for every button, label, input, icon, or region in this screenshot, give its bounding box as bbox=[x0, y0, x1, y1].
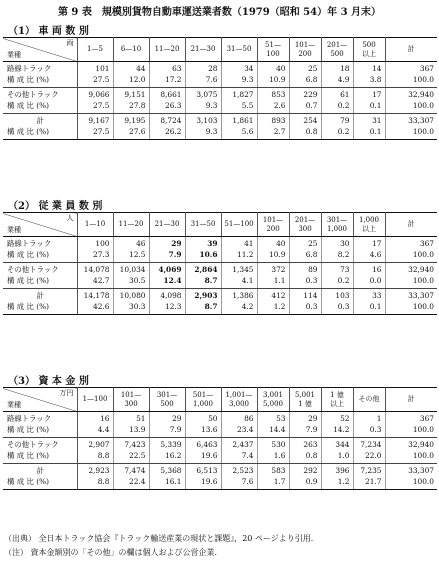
data-cell: 2,923 bbox=[77, 464, 113, 477]
column-header: 21—30 bbox=[185, 38, 221, 62]
data-cell: 100.0 bbox=[385, 425, 437, 438]
data-cell: 30.5 bbox=[113, 276, 149, 289]
data-cell: 29 bbox=[149, 237, 185, 250]
row-label: その他トラック bbox=[3, 88, 77, 101]
data-cell: 50 bbox=[185, 412, 221, 425]
row-label: 路線トラック bbox=[3, 62, 77, 75]
data-cell: 0.9 bbox=[289, 477, 321, 490]
data-cell: 25 bbox=[289, 237, 321, 250]
data-cell: 0.8 bbox=[289, 127, 321, 140]
data-cell: 14,178 bbox=[77, 289, 113, 302]
data-cell: 853 bbox=[257, 88, 289, 101]
data-cell: 263 bbox=[289, 438, 321, 451]
data-cell: 30.3 bbox=[113, 302, 149, 315]
row-label: 構 成 比 (%) bbox=[3, 127, 77, 140]
unit-label: 両 bbox=[66, 39, 74, 47]
table-employees bbox=[3, 212, 437, 315]
count-row bbox=[3, 464, 437, 477]
data-cell: 42.7 bbox=[77, 276, 113, 289]
data-cell: 22.5 bbox=[113, 451, 149, 464]
data-cell: 583 bbox=[257, 464, 289, 477]
data-cell: 14 bbox=[353, 62, 385, 75]
data-cell: 229 bbox=[289, 88, 321, 101]
data-cell: 34 bbox=[221, 62, 257, 75]
data-cell: 1 bbox=[353, 412, 385, 425]
data-cell: 14,078 bbox=[77, 263, 113, 276]
data-cell: 2.6 bbox=[257, 101, 289, 114]
row-label: 構 成 比 (%) bbox=[3, 250, 77, 263]
column-header: その他 bbox=[353, 388, 385, 412]
column-header: 1 億 以上 bbox=[321, 388, 353, 412]
data-cell: 396 bbox=[321, 464, 353, 477]
column-header: 301— 1,000 bbox=[321, 213, 353, 237]
data-cell: 16 bbox=[77, 412, 113, 425]
count-row bbox=[3, 412, 437, 425]
data-cell: 21.7 bbox=[353, 477, 385, 490]
section-heading-vehicles: （1） 車 両 数 別 bbox=[8, 26, 89, 37]
data-cell: 17 bbox=[353, 88, 385, 101]
data-cell: 1.2 bbox=[321, 477, 353, 490]
data-cell: 100.0 bbox=[385, 451, 437, 464]
data-cell: 7.9 bbox=[149, 425, 185, 438]
data-cell: 292 bbox=[289, 464, 321, 477]
ratio-row bbox=[3, 250, 437, 263]
data-cell: 17.2 bbox=[149, 75, 185, 88]
data-cell: 0.7 bbox=[289, 101, 321, 114]
data-cell: 13.9 bbox=[113, 425, 149, 438]
data-cell: 7,474 bbox=[113, 464, 149, 477]
data-cell: 0.3 bbox=[321, 302, 353, 315]
data-cell: 0.1 bbox=[353, 101, 385, 114]
row-label: 計 bbox=[3, 289, 77, 302]
data-cell: 530 bbox=[257, 438, 289, 451]
column-header: 101— 300 bbox=[113, 388, 149, 412]
data-cell: 254 bbox=[289, 114, 321, 127]
data-cell: 42.6 bbox=[77, 302, 113, 315]
data-cell: 11.2 bbox=[221, 250, 257, 263]
data-cell: 63 bbox=[149, 62, 185, 75]
data-cell: 2,523 bbox=[221, 464, 257, 477]
data-cell: 40 bbox=[257, 237, 289, 250]
data-cell: 29 bbox=[289, 412, 321, 425]
column-header: 31—50 bbox=[185, 213, 221, 237]
data-cell: 100.0 bbox=[385, 250, 437, 263]
ratio-row bbox=[3, 302, 437, 315]
ratio-row bbox=[3, 75, 437, 88]
data-cell: 100.0 bbox=[385, 75, 437, 88]
corner-header bbox=[3, 213, 77, 237]
data-cell: 8.7 bbox=[185, 302, 221, 315]
data-cell: 0.2 bbox=[321, 101, 353, 114]
column-header: 201— 300 bbox=[289, 213, 321, 237]
data-cell: 7,235 bbox=[353, 464, 385, 477]
data-cell: 7,423 bbox=[113, 438, 149, 451]
column-header: 101— 200 bbox=[257, 213, 289, 237]
row-label: 構 成 比 (%) bbox=[3, 75, 77, 88]
data-cell: 0.1 bbox=[353, 302, 385, 315]
data-cell: 4,069 bbox=[149, 263, 185, 276]
data-cell: 23.4 bbox=[221, 425, 257, 438]
row-label: 構 成 比 (%) bbox=[3, 425, 77, 438]
data-cell: 893 bbox=[257, 114, 289, 127]
data-cell: 33,307 bbox=[408, 466, 434, 475]
ratio-row bbox=[3, 477, 437, 490]
data-cell: 41 bbox=[221, 237, 257, 250]
data-cell: 100.0 bbox=[385, 101, 437, 114]
data-cell: 8.8 bbox=[77, 451, 113, 464]
column-header: 101— 200 bbox=[289, 38, 321, 62]
column-header: 3,001 5,000 bbox=[257, 388, 289, 412]
data-cell: 22.0 bbox=[353, 451, 385, 464]
data-cell: 0.8 bbox=[289, 451, 321, 464]
data-cell: 6.8 bbox=[289, 75, 321, 88]
column-header: 1—100 bbox=[77, 388, 113, 412]
data-cell: 2,907 bbox=[77, 438, 113, 451]
data-cell: 344 bbox=[321, 438, 353, 451]
data-cell: 33,307 bbox=[408, 116, 434, 125]
data-cell: 27.3 bbox=[77, 250, 113, 263]
row-label: その他トラック bbox=[3, 263, 77, 276]
count-row bbox=[3, 62, 437, 75]
data-cell: 12.5 bbox=[113, 250, 149, 263]
count-row bbox=[3, 438, 437, 451]
data-cell: 8,661 bbox=[149, 88, 185, 101]
row-label: 構 成 比 (%) bbox=[3, 276, 77, 289]
data-cell: 16 bbox=[353, 263, 385, 276]
data-cell: 2.7 bbox=[257, 127, 289, 140]
data-cell: 372 bbox=[257, 263, 289, 276]
row-label: 計 bbox=[3, 114, 77, 127]
data-cell: 100.0 bbox=[385, 127, 437, 140]
section-heading-capital: （3） 資 本 金 別 bbox=[8, 376, 89, 387]
data-cell: 9,167 bbox=[77, 114, 113, 127]
data-cell: 19.6 bbox=[185, 477, 221, 490]
column-header: 31—50 bbox=[221, 38, 257, 62]
data-cell: 27.8 bbox=[113, 101, 149, 114]
data-cell: 100 bbox=[77, 237, 113, 250]
data-cell: 3.8 bbox=[353, 75, 385, 88]
corner-header bbox=[3, 38, 77, 62]
data-cell: 27.6 bbox=[113, 127, 149, 140]
data-cell: 16.2 bbox=[149, 451, 185, 464]
data-cell: 26.2 bbox=[149, 127, 185, 140]
data-cell: 9.3 bbox=[221, 75, 257, 88]
data-cell: 46 bbox=[113, 237, 149, 250]
row-label: 路線トラック bbox=[3, 412, 77, 425]
data-cell: 12.3 bbox=[149, 302, 185, 315]
data-cell: 367 bbox=[419, 64, 434, 73]
ratio-row bbox=[3, 276, 437, 289]
data-cell: 7.9 bbox=[149, 250, 185, 263]
data-cell: 10.9 bbox=[257, 75, 289, 88]
section-heading-employees: （2） 従 業 員 数 別 bbox=[8, 201, 103, 212]
column-header: 11—20 bbox=[149, 38, 185, 62]
data-cell: 13.6 bbox=[185, 425, 221, 438]
table-capital bbox=[3, 387, 437, 490]
header-row bbox=[3, 388, 437, 412]
data-cell: 32,940 bbox=[408, 90, 434, 99]
data-cell: 14.2 bbox=[321, 425, 353, 438]
count-row bbox=[3, 289, 437, 302]
data-cell: 6,463 bbox=[185, 438, 221, 451]
data-cell: 9,195 bbox=[113, 114, 149, 127]
data-cell: 52 bbox=[321, 412, 353, 425]
data-cell: 7.6 bbox=[185, 75, 221, 88]
data-cell: 1.2 bbox=[257, 302, 289, 315]
data-cell: 32,940 bbox=[408, 440, 434, 449]
data-cell: 0.3 bbox=[289, 276, 321, 289]
data-cell: 1,345 bbox=[221, 263, 257, 276]
data-cell: 51 bbox=[113, 412, 149, 425]
column-header: 計 bbox=[385, 213, 437, 237]
data-cell: 8,724 bbox=[149, 114, 185, 127]
column-header: 計 bbox=[385, 388, 437, 412]
data-cell: 39 bbox=[185, 237, 221, 250]
column-header: 11—20 bbox=[113, 213, 149, 237]
data-cell: 4.4 bbox=[77, 425, 113, 438]
data-cell: 10,080 bbox=[113, 289, 149, 302]
corner-header bbox=[3, 388, 77, 412]
data-cell: 29 bbox=[149, 412, 185, 425]
data-cell: 100.0 bbox=[385, 276, 437, 289]
data-cell: 1.1 bbox=[257, 276, 289, 289]
data-cell: 9,066 bbox=[77, 88, 113, 101]
category-label: 業種 bbox=[7, 401, 21, 409]
data-cell: 33 bbox=[353, 289, 385, 302]
category-label: 業種 bbox=[7, 226, 21, 234]
count-row bbox=[3, 263, 437, 276]
column-header: 201— 500 bbox=[321, 38, 353, 62]
source-note: （出典） 全日本トラック協会『トラック輸送産業の現状と課題』，20 ページより引用． bbox=[4, 534, 319, 543]
data-cell: 5,368 bbox=[149, 464, 185, 477]
data-cell: 100.0 bbox=[385, 477, 437, 490]
data-cell: 79 bbox=[321, 114, 353, 127]
table-title: 第 9 表 規模別貨物自動車運送業者数（1979（昭和 54）年 3 月末） bbox=[57, 7, 382, 18]
data-cell: 26.3 bbox=[149, 101, 185, 114]
data-cell: 25 bbox=[289, 62, 321, 75]
column-header: 6—10 bbox=[113, 38, 149, 62]
data-cell: 27.5 bbox=[77, 101, 113, 114]
column-header: 21—30 bbox=[149, 213, 185, 237]
data-cell: 6,513 bbox=[185, 464, 221, 477]
data-cell: 73 bbox=[321, 263, 353, 276]
unit-label: 人 bbox=[66, 214, 74, 222]
data-cell: 2,903 bbox=[185, 289, 221, 302]
data-cell: 9.3 bbox=[185, 101, 221, 114]
data-cell: 1.7 bbox=[257, 477, 289, 490]
data-cell: 1,827 bbox=[221, 88, 257, 101]
row-label: その他トラック bbox=[3, 438, 77, 451]
data-cell: 5,339 bbox=[149, 438, 185, 451]
column-header: 計 bbox=[385, 38, 437, 62]
data-cell: 4.2 bbox=[221, 302, 257, 315]
data-cell: 2,864 bbox=[185, 263, 221, 276]
data-cell: 7.9 bbox=[289, 425, 321, 438]
data-cell: 89 bbox=[289, 263, 321, 276]
data-cell: 367 bbox=[419, 239, 434, 248]
data-cell: 16.1 bbox=[149, 477, 185, 490]
column-header: 1,000 以上 bbox=[353, 213, 385, 237]
data-cell: 8.8 bbox=[77, 477, 113, 490]
data-cell: 3,075 bbox=[185, 88, 221, 101]
data-cell: 9.3 bbox=[185, 127, 221, 140]
column-header: 51—100 bbox=[221, 213, 257, 237]
count-row bbox=[3, 237, 437, 250]
data-cell: 3,103 bbox=[185, 114, 221, 127]
column-header: 1—5 bbox=[77, 38, 113, 62]
data-cell: 17 bbox=[353, 237, 385, 250]
header-row bbox=[3, 38, 437, 62]
ratio-row bbox=[3, 425, 437, 438]
data-cell: 2,437 bbox=[221, 438, 257, 451]
data-cell: 4.6 bbox=[353, 250, 385, 263]
data-cell: 7,234 bbox=[353, 438, 385, 451]
data-cell: 8.7 bbox=[185, 276, 221, 289]
data-cell: 367 bbox=[419, 414, 434, 423]
data-cell: 10.9 bbox=[257, 250, 289, 263]
column-header: 51— 100 bbox=[257, 38, 289, 62]
data-cell: 1,861 bbox=[221, 114, 257, 127]
data-cell: 114 bbox=[289, 289, 321, 302]
row-label: 路線トラック bbox=[3, 237, 77, 250]
data-cell: 4.1 bbox=[221, 276, 257, 289]
count-row bbox=[3, 114, 437, 127]
data-cell: 101 bbox=[77, 62, 113, 75]
row-label: 構 成 比 (%) bbox=[3, 451, 77, 464]
unit-label: 万円 bbox=[59, 389, 74, 397]
data-cell: 100.0 bbox=[385, 302, 437, 315]
data-cell: 53 bbox=[257, 412, 289, 425]
data-cell: 0.2 bbox=[321, 276, 353, 289]
data-cell: 12.0 bbox=[113, 75, 149, 88]
data-cell: 14.4 bbox=[257, 425, 289, 438]
column-header: 1,001— 3,000 bbox=[221, 388, 257, 412]
data-cell: 12.4 bbox=[149, 276, 185, 289]
row-label: 構 成 比 (%) bbox=[3, 477, 77, 490]
row-label: 構 成 比 (%) bbox=[3, 302, 77, 315]
data-cell: 61 bbox=[321, 88, 353, 101]
data-cell: 0.1 bbox=[353, 127, 385, 140]
data-cell: 31 bbox=[353, 114, 385, 127]
data-cell: 18 bbox=[321, 62, 353, 75]
data-cell: 22.4 bbox=[113, 477, 149, 490]
data-cell: 33,307 bbox=[408, 291, 434, 300]
header-row bbox=[3, 213, 437, 237]
column-header: 500 以上 bbox=[353, 38, 385, 62]
data-cell: 86 bbox=[221, 412, 257, 425]
column-header: 5,001 1 億 bbox=[289, 388, 321, 412]
data-cell: 6.8 bbox=[289, 250, 321, 263]
column-header: 301— 500 bbox=[149, 388, 185, 412]
data-cell: 8.2 bbox=[321, 250, 353, 263]
row-label: 計 bbox=[3, 464, 77, 477]
data-cell: 9,151 bbox=[113, 88, 149, 101]
column-header: 501— 1,000 bbox=[185, 388, 221, 412]
data-cell: 19.6 bbox=[185, 451, 221, 464]
data-cell: 412 bbox=[257, 289, 289, 302]
data-cell: 103 bbox=[321, 289, 353, 302]
data-cell: 0.2 bbox=[321, 127, 353, 140]
data-cell: 1.0 bbox=[321, 451, 353, 464]
footnote: （注） 資本金額別の「その他」の欄は個人および公営企業． bbox=[4, 548, 223, 557]
data-cell: 5.5 bbox=[221, 101, 257, 114]
ratio-row bbox=[3, 127, 437, 140]
table-vehicles bbox=[3, 37, 437, 140]
data-cell: 30 bbox=[321, 237, 353, 250]
data-cell: 5.6 bbox=[221, 127, 257, 140]
column-header: 1—10 bbox=[77, 213, 113, 237]
data-cell: 4.9 bbox=[321, 75, 353, 88]
data-cell: 10,034 bbox=[113, 263, 149, 276]
data-cell: 0.0 bbox=[353, 276, 385, 289]
count-row bbox=[3, 88, 437, 101]
data-cell: 7.6 bbox=[221, 477, 257, 490]
ratio-row bbox=[3, 451, 437, 464]
data-cell: 28 bbox=[185, 62, 221, 75]
data-cell: 10.6 bbox=[185, 250, 221, 263]
data-cell: 27.5 bbox=[77, 75, 113, 88]
data-cell: 0.3 bbox=[289, 302, 321, 315]
data-cell: 7.4 bbox=[221, 451, 257, 464]
data-cell: 1.6 bbox=[257, 451, 289, 464]
data-cell: 1,386 bbox=[221, 289, 257, 302]
row-label: 構 成 比 (%) bbox=[3, 101, 77, 114]
data-cell: 27.5 bbox=[77, 127, 113, 140]
data-cell: 44 bbox=[113, 62, 149, 75]
data-cell: 0.3 bbox=[353, 425, 385, 438]
data-cell: 4,098 bbox=[149, 289, 185, 302]
data-cell: 40 bbox=[257, 62, 289, 75]
data-cell: 32,940 bbox=[408, 265, 434, 274]
category-label: 業種 bbox=[7, 51, 21, 59]
ratio-row bbox=[3, 101, 437, 114]
